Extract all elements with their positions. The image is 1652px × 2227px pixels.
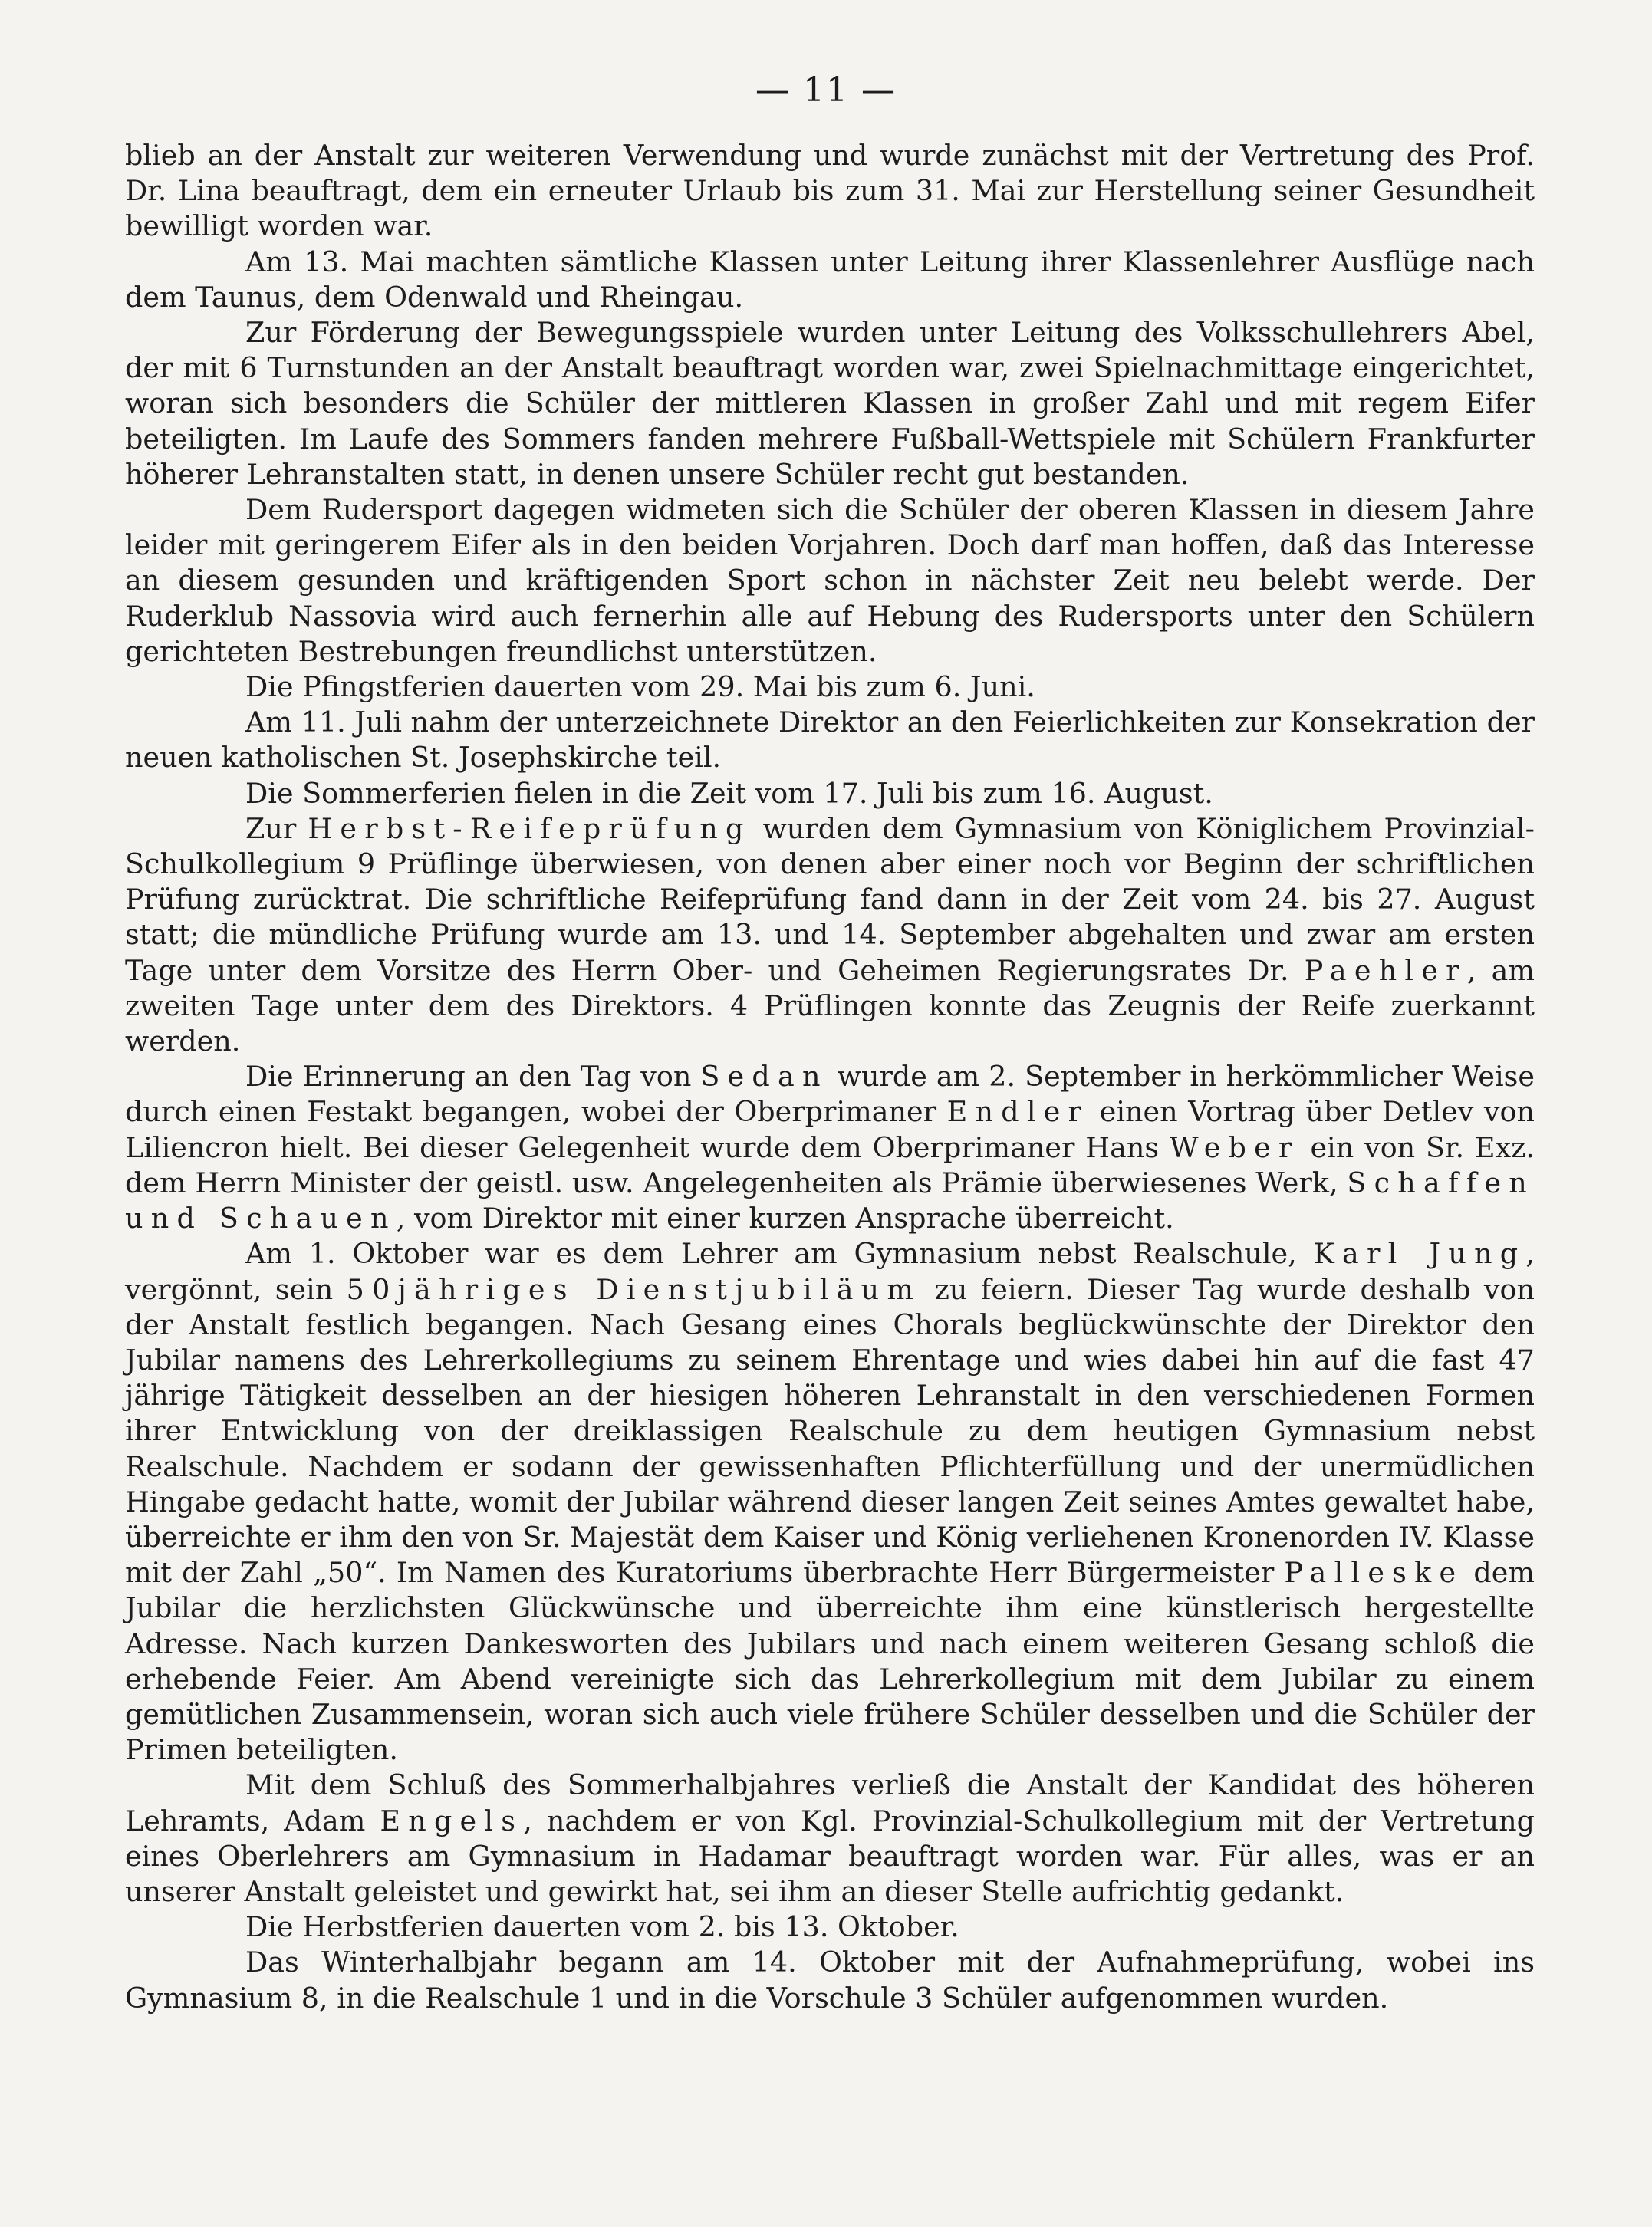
paragraph-text: , vergönnt, sein — [125, 1237, 1535, 1306]
spaced-emphasis: Herbst-Reifeprüfung — [308, 811, 752, 845]
spaced-emphasis: Engels — [380, 1804, 524, 1837]
paragraph-text: Zur — [245, 811, 308, 845]
spaced-emphasis: Karl Jung — [1313, 1237, 1526, 1271]
spaced-emphasis: Paehler — [1304, 953, 1467, 987]
paragraph-text: Die Pfingstferien dauerten vom 29. Mai bis zum 6. Juni. — [245, 670, 1035, 704]
paragraph-text: Am 1. Oktober war es dem Lehrer am Gymnasium nebst Realschule, — [245, 1237, 1314, 1271]
paragraph-kandidat — [125, 1768, 1535, 1910]
spaced-emphasis: Sedan — [700, 1060, 828, 1094]
body-text — [125, 138, 1535, 2016]
paragraph-text: Die Sommerferien fielen in die Zeit vom 17. Juli bis zum 16. August. — [245, 776, 1213, 810]
paragraph-text: zu feiern. Dieser Tag wurde deshalb von der Anstalt festlich begangen. Nach Gesang eines Chorals beglückwünschte der Direktor den Jubilar namens des Lehrerkollegiums zu seinem Ehrentage und wies dabei hin auf die fast 47 jährige Tätigkeit desselben an der hiesigen höheren Lehranstalt in den verschiedenen Formen ihrer Entwicklung von der dreiklassigen Realschule zu dem heutigen Gymnasium nebst Realschule. Nachdem er sodann der gewissenhaften Pflichterfüllung und der unermüdlichen Hingabe gedacht hatte, womit der Jubilar während dieser langen Zeit seines Amtes gewaltet habe, überreichte er ihm den von Sr. Majestät dem Kaiser und König verliehenen Kronenorden IV. Klasse mit der Zahl „50“. Im Namen des Kuratoriums überbrachte Herr Bürgermeister — [125, 1272, 1535, 1590]
paragraph-text: Zur Förderung der Bewegungsspiele wurden unter Leitung des Volksschullehrers Abel, der mit 6 Turnstunden an der Anstalt beauftragt worden war, zwei Spielnachmittage eingerichtet, woran sich besonders die Schüler der mittleren Klassen in großer Zahl und mit regem Eifer beteiligten. Im Laufe des Sommers fanden mehrere Fußball-Wettspiele mit Schülern Frankfurter höherer Lehranstalten statt, in denen unsere Schüler recht gut bestanden. — [125, 316, 1535, 491]
paragraph-pfingstferien — [125, 669, 1535, 705]
spaced-emphasis: Endler — [946, 1095, 1090, 1129]
paragraph-text: Dem Rudersport dagegen widmeten sich die Schüler der oberen Klassen in diesem Jahre leider mit geringerem Eifer als in den beiden Vorjahren. Doch darf man hoffen, daß das Interesse an diesem gesunden und kräftigenden Sport schon in nächster Zeit neu belebt werde. Der Ruderklub Nassovia wird auch fernerhin alle auf Hebung des Rudersports unter den Schülern gerichteten Bestrebungen freundlichst unterstützen. — [125, 493, 1535, 668]
spaced-emphasis: Palleske — [1284, 1556, 1464, 1590]
spaced-emphasis: Weber — [1169, 1130, 1300, 1164]
paragraph-bewegungsspiele — [125, 315, 1535, 492]
paragraph-sedan — [125, 1059, 1535, 1236]
paragraph-winterhalbjahr — [125, 1945, 1535, 2015]
paragraph-text: einen Vortrag über Detlev von Liliencron hielt. Bei dieser Gelegenheit wurde dem Oberprimaner Hans — [125, 1095, 1535, 1164]
paragraph-text: ein von Sr. Exz. dem Herrn Minister der geistl. usw. Angelegenheiten als Prämie überwiesenes Werk, — [125, 1130, 1535, 1199]
paragraph-text: Am 13. Mai machten sämtliche Klassen unter Leitung ihrer Klassenlehrer Ausflüge nach dem Taunus, dem Odenwald und Rheingau. — [125, 245, 1535, 314]
paragraph-herbstferien — [125, 1910, 1535, 1945]
paragraph-text: , vom Direktor mit einer kurzen Ansprache überreicht. — [396, 1202, 1174, 1235]
paragraph-reifepruefung — [125, 811, 1535, 1059]
paragraph-text: Die Erinnerung an den Tag von — [245, 1060, 701, 1094]
paragraph-text: wurde am 2. September in herkömmlicher Weise durch einen Festakt begangen, wobei der Oberprimaner — [125, 1060, 1535, 1129]
paragraph-ausfluege — [125, 245, 1535, 315]
spaced-emphasis: 50jähriges Dienstjubiläum — [346, 1272, 922, 1306]
paragraph-text: Das Winterhalbjahr begann am 14. Oktober mit der Aufnahmeprüfung, wobei ins Gymnasium 8, in die Realschule 1 und in die Vorschule 3 Schüler aufgenommen wurden. — [125, 1946, 1535, 2015]
paragraph-text: wurden dem Gymnasium von Königlichem Provinzial-Schulkollegium 9 Prüflinge überwiesen, von denen aber einer noch vor Beginn der schriftlichen Prüfung zurücktrat. Die schriftliche Reifeprüfung fand dann in der Zeit vom 24. bis 27. August statt; die mündliche Prüfung wurde am 13. und 14. September abgehalten und zwar am ersten Tage unter dem Vorsitze des Herrn Ober- und Geheimen Regierungsrates Dr. — [125, 811, 1535, 987]
paragraph-text: Am 11. Juli nahm der unterzeichnete Direktor an den Feierlichkeiten zur Konsekration der neuen katholischen St. Josephskirche teil. — [125, 706, 1535, 775]
paragraph-rudersport — [125, 492, 1535, 669]
paragraph-text: Die Herbstferien dauerten vom 2. bis 13. Oktober. — [245, 1910, 959, 1944]
paragraph-text: Mit dem Schluß des Sommerhalbjahres verließ die Anstalt der Kandidat des höheren Lehramts, Adam — [125, 1768, 1535, 1837]
page-number: — 11 — — [755, 71, 897, 110]
paragraph-text: , nachdem er von Kgl. Provinzial-Schulkollegium mit der Vertretung eines Oberlehrers am Gymnasium in Hadamar beauftragt worden war. Für alles, was er an unserer Anstalt geleistet und gewirkt hat, sei ihm an dieser Stelle aufrichtig gedankt. — [125, 1804, 1535, 1908]
paragraph-konsekration — [125, 705, 1535, 775]
paragraph-vertretung — [125, 138, 1535, 245]
paragraph-sommerferien — [125, 776, 1535, 811]
paragraph-text: , am zweiten Tage unter dem des Direktors. 4 Prüflingen konnte das Zeugnis der Reife zuerkannt werden. — [125, 953, 1535, 1058]
spaced-emphasis: Schaffen und Schauen — [125, 1166, 1535, 1235]
paragraph-dienstjubilaeum — [125, 1236, 1535, 1768]
paragraph-text: blieb an der Anstalt zur weiteren Verwendung und wurde zunächst mit der Vertretung des Prof. Dr. Lina beauftragt, dem ein erneuter Urlaub bis zum 31. Mai zur Herstellung seiner Gesundheit bewilligt worden war. — [125, 139, 1535, 243]
paragraph-text: dem Jubilar die herzlichsten Glückwünsche und überreichte ihm eine künstlerisch hergestellte Adresse. Nach kurzen Dankesworten des Jubilars und nach einem weiteren Gesang schloß die erhebende Feier. Am Abend vereinigte sich das Lehrerkollegium mit dem Jubilar zu einem gemütlichen Zusammensein, woran sich auch viele frühere Schüler desselben und die Schüler der Primen beteiligten. — [125, 1556, 1535, 1767]
